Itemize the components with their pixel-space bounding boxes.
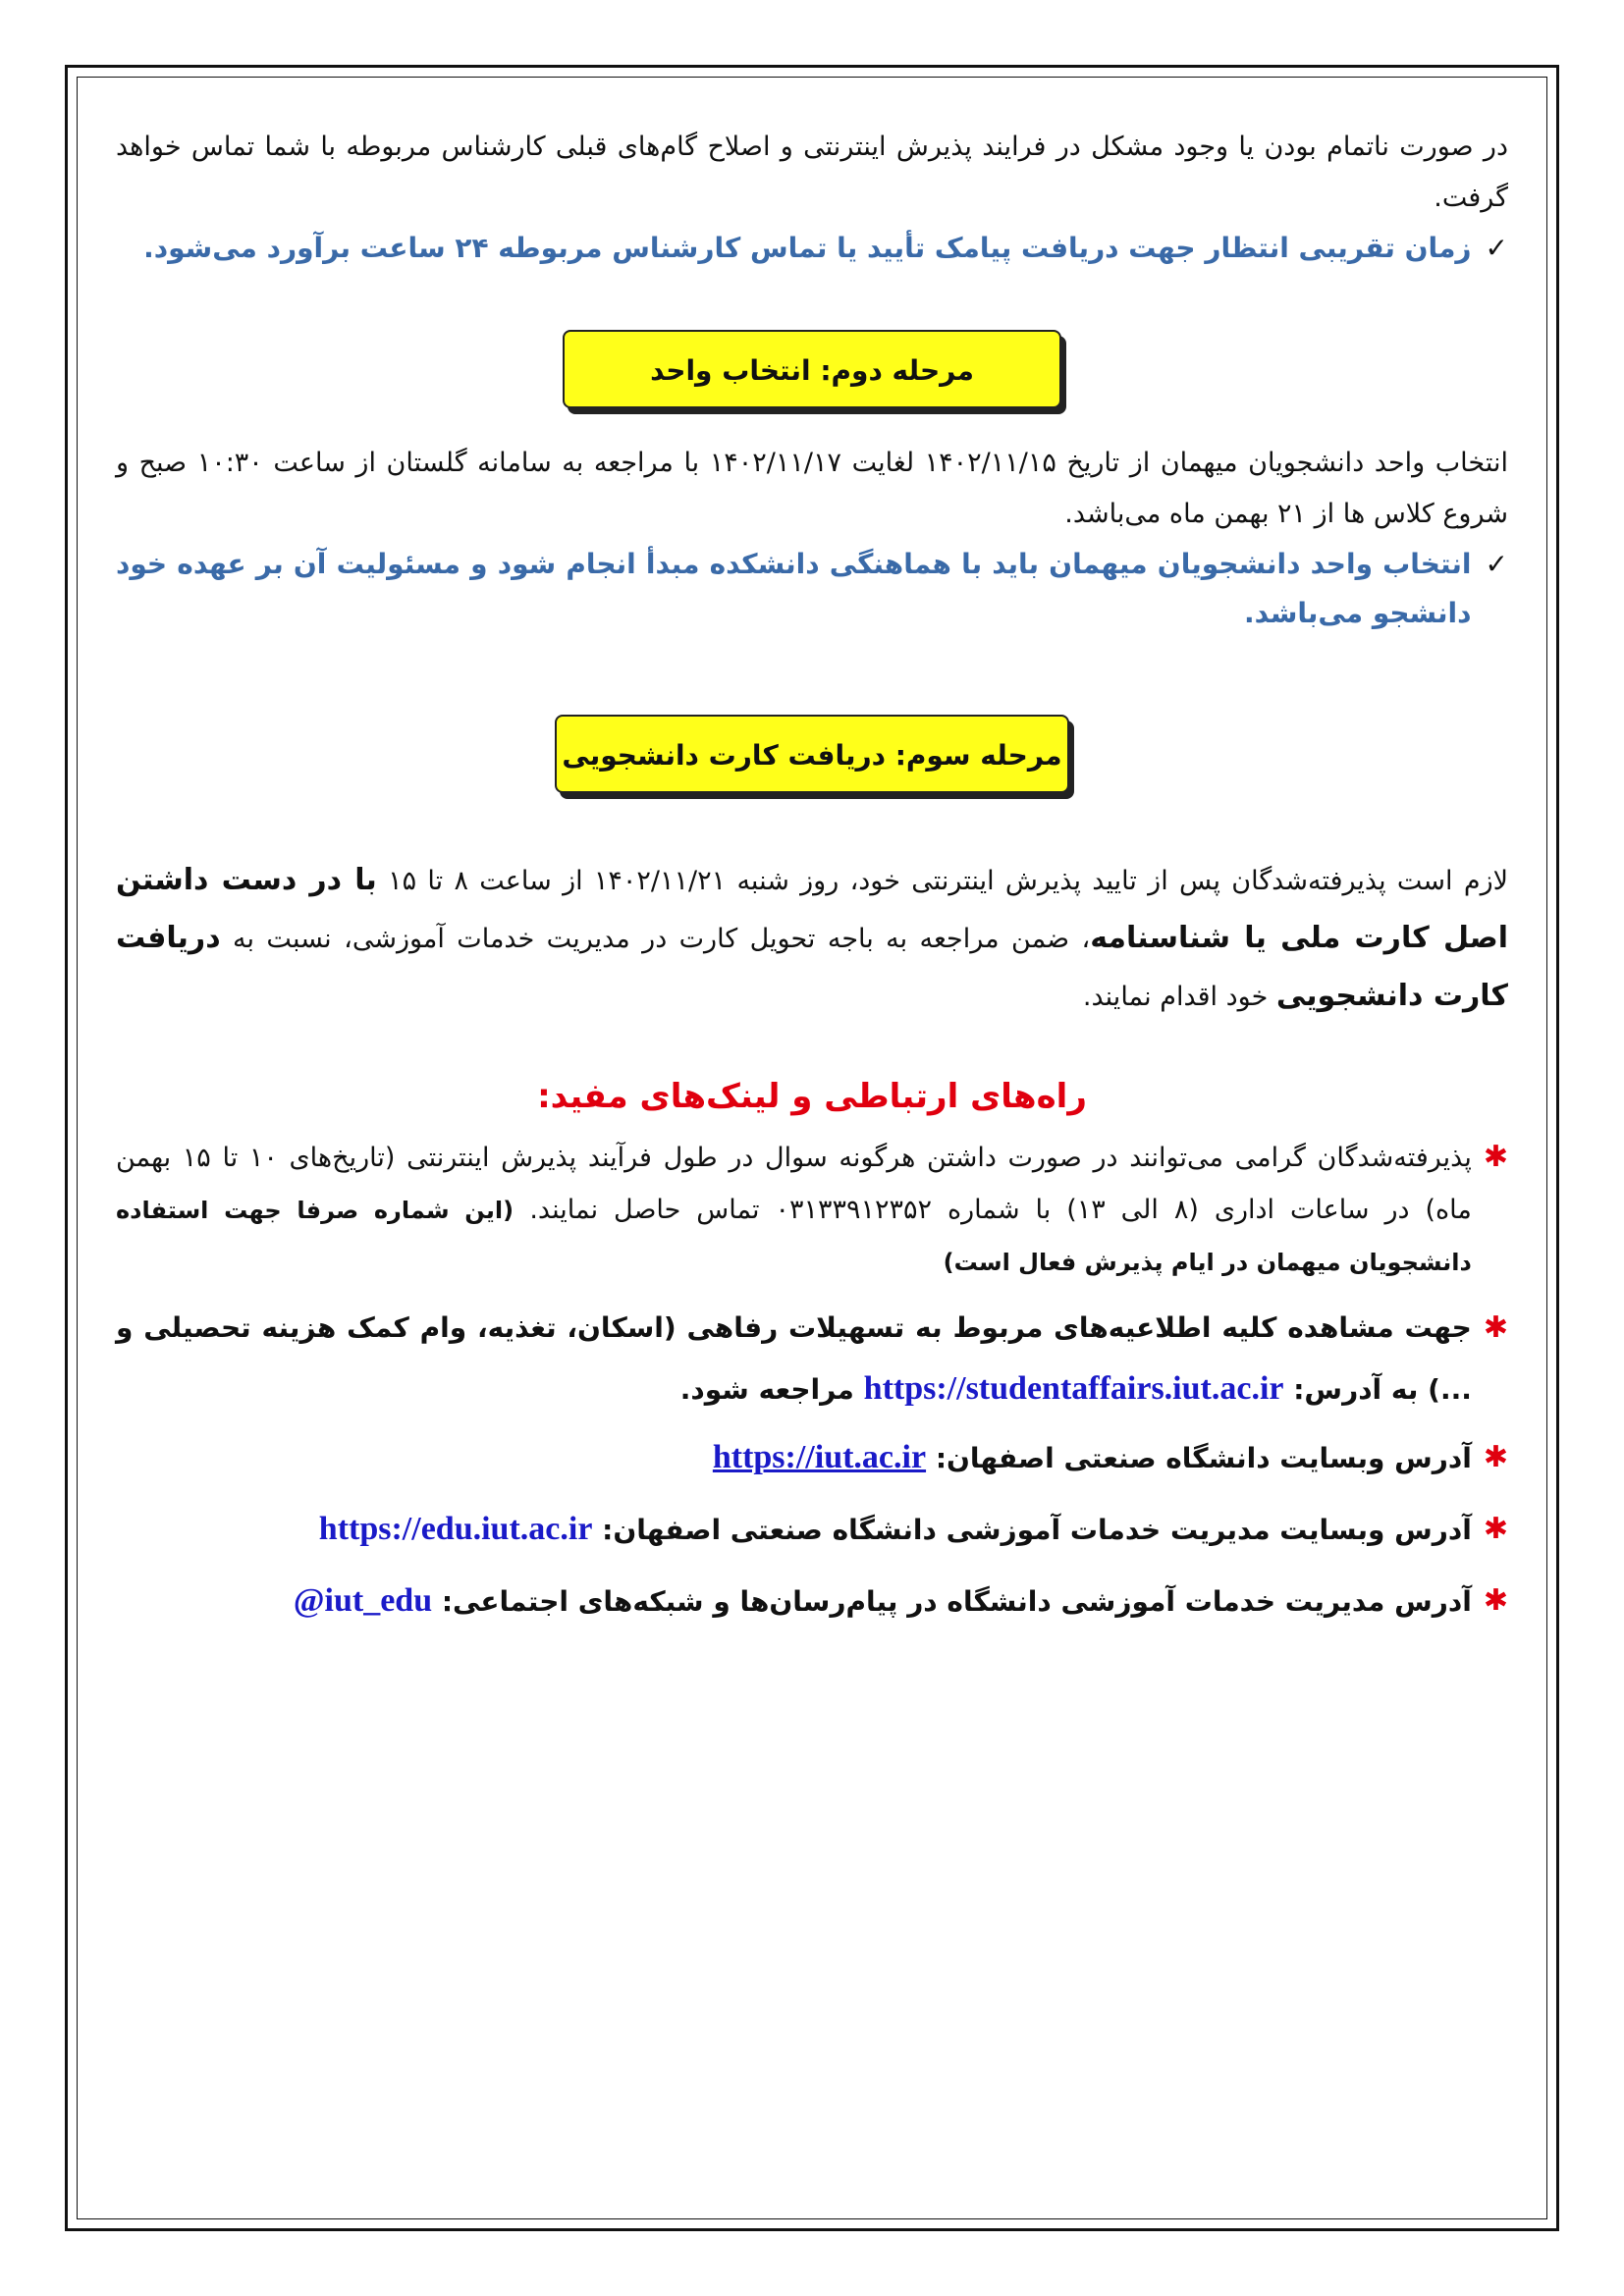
contact-item-edu-site <box>116 1502 1508 1558</box>
asterisk-icon: ✱ <box>1483 1440 1508 1474</box>
contact-item-welfare-body <box>116 1298 1472 1420</box>
stage2-note <box>116 540 1508 638</box>
stage3-text-1: لازم است پذیرفته‌شدگان پس از تایید پذیرش اینترنتی خود، روز شنبه ۱۴۰۲/۱۱/۲۱ از ساعت ۸ تا ۱۵ <box>388 866 1509 896</box>
edu-website-link[interactable]: https://edu.iut.ac.ir <box>318 1511 593 1547</box>
social-handle-link[interactable]: @iut_edu <box>293 1582 433 1619</box>
contact-item-welfare-text-end: مراجعه شود. <box>679 1373 854 1406</box>
document-content <box>116 116 1508 1629</box>
stage2-note-text: انتخاب واحد دانشجویان میهمان باید با هماهنگی دانشکده مبدأ انجام شود و مسئولیت آن بر عهده خود دانشجو می‌باشد. <box>116 548 1472 629</box>
stage3-header <box>116 715 1508 793</box>
checkmark-icon: ✓ <box>1485 232 1508 264</box>
contact-item-phone-note: (این شماره صرفا جهت استفاده دانشجویان میهمان در ایام پذیرش فعال است) <box>116 1197 1472 1276</box>
stage3-bold-1: با در دست داشتن اصل کارت ملی یا شناسنامه <box>116 863 1508 955</box>
stage3-paragraph <box>116 852 1508 1026</box>
contact-item-phone-body <box>116 1132 1472 1288</box>
contact-item-welfare <box>116 1298 1508 1420</box>
contact-item-edu-site-label: آدرس وبسایت مدیریت خدمات آموزشی دانشگاه صنعتی اصفهان: <box>602 1514 1472 1546</box>
stage3-title: مرحله سوم: دریافت کارت دانشجویی <box>555 715 1069 793</box>
contact-item-social-body <box>294 1574 1472 1629</box>
asterisk-icon: ✱ <box>1483 1310 1508 1345</box>
stage2-header <box>116 330 1508 408</box>
contact-item-university-site-body <box>713 1430 1472 1486</box>
intro-paragraph: در صورت ناتمام بودن یا وجود مشکل در فرایند پذیرش اینترنتی و اصلاح گام‌های قبلی کارشناس مربوطه با شما تماس خواهد گرفت. <box>116 132 1508 213</box>
contact-item-phone <box>116 1132 1508 1288</box>
contact-item-phone-text: پذیرفته‌شدگان گرامی می‌توانند در صورت داشتن هرگونه سوال در طول فرآیند پذیرش اینترنتی (تاریخ‌های ۱۰ تا ۱۵ بهمن ماه) در ساعات اداری (۸ الی ۱۳) با شماره ۰۳۱۳۳۹۱۲۳۵۲ تماس حاصل نمایند. <box>116 1143 1472 1225</box>
contact-item-university-site-label: آدرس وبسایت دانشگاه صنعتی اصفهان: <box>935 1442 1472 1474</box>
studentaffairs-link[interactable]: https://studentaffairs.iut.ac.ir <box>863 1370 1284 1407</box>
stage3-bold-2: دریافت کارت دانشجویی <box>116 921 1508 1013</box>
stage3-text-2: ، ضمن مراجعه به باجه تحویل کارت در مدیریت خدمات آموزشی، نسبت به <box>233 924 1091 954</box>
contact-item-edu-site-body <box>319 1502 1472 1558</box>
asterisk-icon: ✱ <box>1483 1583 1508 1618</box>
contact-item-university-site <box>116 1430 1508 1486</box>
contact-item-welfare-text: جهت مشاهده کلیه اطلاعیه‌های مربوط به تسهیلات رفاهی (اسکان، تغذیه، وام کمک هزینه تحصیلی و ...) به آدرس: <box>116 1311 1472 1406</box>
asterisk-icon: ✱ <box>1483 1140 1508 1174</box>
stage2-paragraph: انتخاب واحد دانشجویان میهمان از تاریخ ۱۴۰۲/۱۱/۱۵ لغایت ۱۴۰۲/۱۱/۱۷ با مراجعه به سامانه گلستان از ساعت ۱۰:۳۰ صبح و شروع کلاس ها از ۲۱ بهمن ماه می‌باشد. <box>116 448 1508 529</box>
stage2-title: مرحله دوم: انتخاب واحد <box>563 330 1061 408</box>
intro-note <box>116 224 1508 273</box>
stage3-text-3: خود اقدام نمایند. <box>1082 982 1269 1012</box>
contact-title: راه‌های ارتباطی و لینک‌های مفید: <box>537 1077 1087 1116</box>
iut-website-link[interactable]: https://iut.ac.ir <box>712 1439 927 1475</box>
asterisk-icon: ✱ <box>1483 1512 1508 1546</box>
intro-note-text: زمان تقریبی انتظار جهت دریافت پیامک تأیید یا تماس کارشناس مربوطه ۲۴ ساعت برآورد می‌شود. <box>143 232 1472 264</box>
contact-item-social-label: آدرس مدیریت خدمات آموزشی دانشگاه در پیام‌رسان‌ها و شبکه‌های اجتماعی: <box>441 1585 1472 1618</box>
checkmark-icon: ✓ <box>1485 548 1508 580</box>
contact-item-social <box>116 1574 1508 1629</box>
